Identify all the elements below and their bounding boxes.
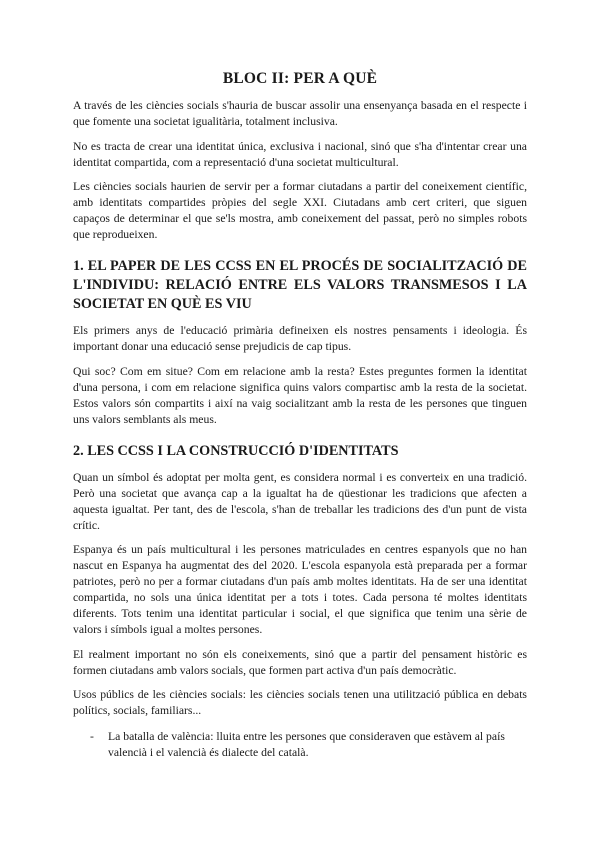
section-2-paragraph-2: Espanya és un país multicultural i les persones matriculades en centres espanyols que no han nascut en Espanya ha augmentat des del 2020. L'escola espanyola està preparada per a formar patriotes, però no per a formar ciutadans d'un país amb moltes identitats. Ha de ser una identitat compartida, no sols una única identitat per a tots i totes. Cada persona té moltes identitats diferents. Tots tenim una identitat particular i social, el que significa que tenim una sèrie de valors i símbols igual a moltes persones. (73, 543, 527, 636)
section-1-paragraph-2: Qui soc? Com em situe? Com em relacione amb la resta? Estes preguntes formen la identitat d'una persona, i com em relacione significa quins valors compartisc amb la resta de la societat. Estos valors són compartits i així na vaig socialitzant amb la resta de les persones que tinguen uns valors semblants als meus. (73, 364, 527, 426)
section-2-paragraph-3: El realment important no són els coneixements, sinó que a partir del pensament històric es formen ciutadans amb valors socials, que formen part activa d'un país democràtic. (73, 647, 527, 677)
list-item (90, 729, 527, 761)
section-1-heading: 1. EL PAPER DE LES CCSS EN EL PROCÉS DE SOCIALITZACIÓ DE L'INDIVIDU: RELACIÓ ENTRE ELS VALORS TRANSMESOS I LA SOCIETAT EN QUÈ ES VIU (73, 258, 527, 312)
section-1-paragraph-1: Els primers anys de l'educació primària defineixen els nostres pensaments i ideologia. És important donar una educació sense prejudicis de cap tipus. (73, 324, 527, 353)
intro-paragraph-1: A través de les ciències socials s'hauria de buscar assolir una ensenyança basada en el respecte i que fomente una societat igualitària, totalment inclusiva. (73, 99, 527, 128)
intro-paragraph-2: No es tracta de crear una identitat única, exclusiva i nacional, sinó que s'ha d'intentar crear una identitat compartida, com a representació d'una societat multicultural. (73, 139, 527, 169)
section-2-heading: 2. LES CCSS I LA CONSTRUCCIÓ D'IDENTITATS (73, 442, 399, 459)
page-title: BLOC II: PER A QUÈ (222, 70, 378, 87)
bullet-list (73, 729, 527, 761)
list-item-text: La batalla de valència: lluita entre les persones que consideraven que estàvem al país valencià i el valencià és dialecte del català. (108, 730, 505, 759)
intro-paragraph-3: Les ciències socials haurien de servir per a formar ciutadans a partir del coneixement científic, amb identitats compartides pròpies del segle XXI. Ciutadans amb cert criteri, que siguen capaços de determinar el que se'ls mostra, amb coneixement del passat, però no simples robots que reprodueixen. (73, 180, 527, 241)
dash-bullet-icon: - (90, 730, 94, 743)
section-2-paragraph-1: Quan un símbol és adoptat per molta gent, es considera normal i es converteix en una tradició. Però una societat que avança cap a la igualtat ha de qüestionar les tradicions que afecten a aquesta igualtat. Per tant, des de l'escola, s'han de treballar les tradicions des d'un punt de vista crític. (73, 470, 527, 532)
section-2-paragraph-4: Usos públics de les ciències socials: les ciències socials tenen una utilització pública en debats polítics, socials, familiars... (73, 688, 527, 717)
